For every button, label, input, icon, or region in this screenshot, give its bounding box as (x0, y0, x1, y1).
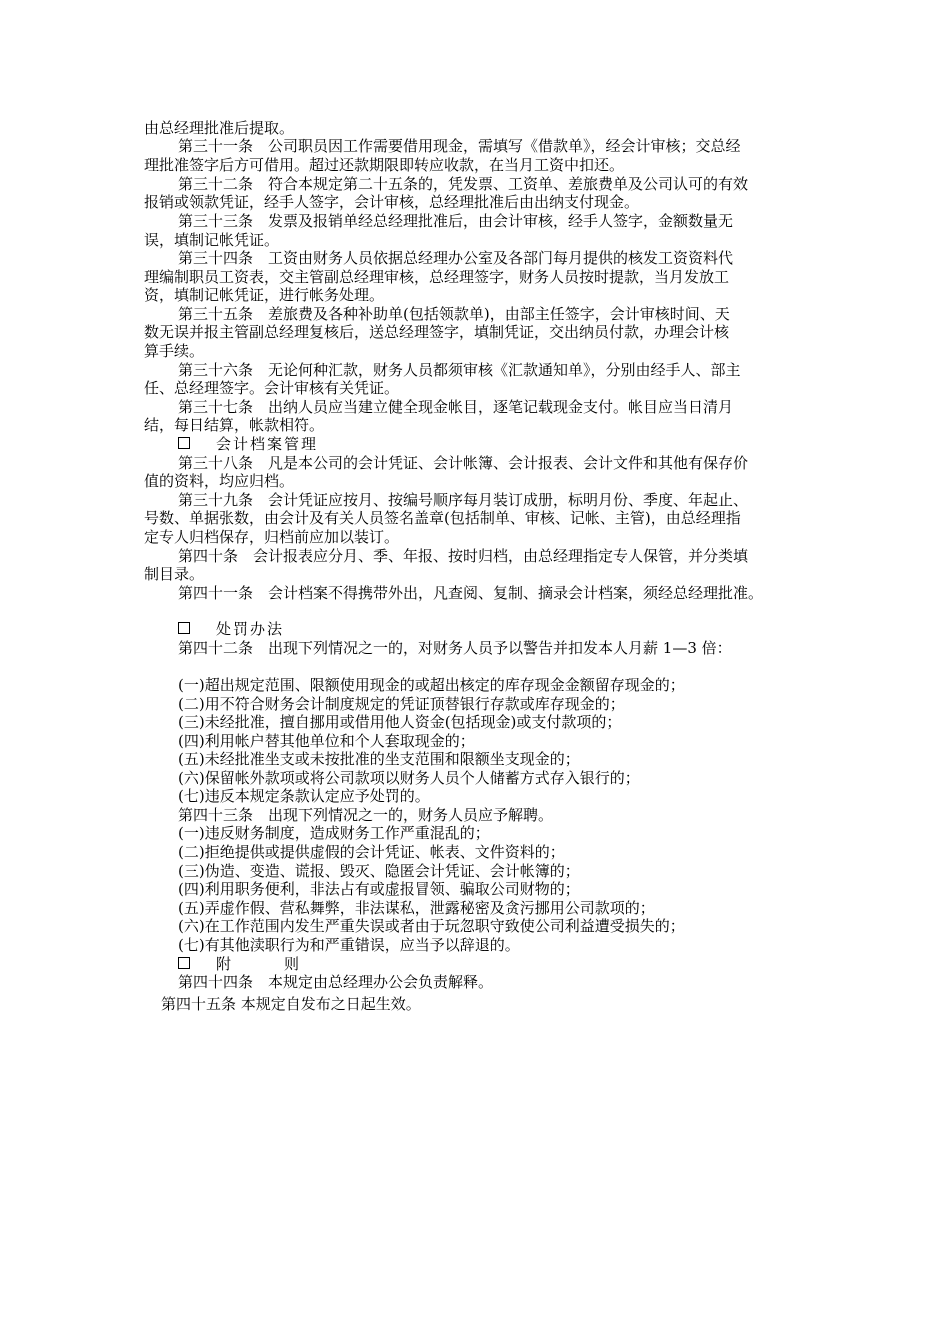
checkbox-square-icon (178, 622, 190, 634)
article-31: 第三十一条 公司职员因工作需要借用现金，需填写《借款单》，经会计审核；交总经 (178, 137, 741, 155)
checkbox-square-icon (178, 437, 190, 449)
article-37: 第三十七条 出纳人员应当建立健全现金帐目，逐笔记载现金支付。帐目应当日清月 (178, 398, 734, 416)
section-title: 处罚办法 (216, 620, 285, 638)
list-item: (七)违反本规定条款认定应予处罚的。 (178, 787, 430, 805)
article-38: 第三十八条 凡是本公司的会计凭证、会计帐簿、会计报表、会计文件和其他有保存价 (178, 454, 749, 472)
article-39: 第三十九条 会计凭证应按月、按编号顺序每月装订成册，标明月份、季度、年起止、 (178, 491, 749, 509)
list-item: (五)未经批准坐支或未按批准的坐支范围和限额坐支现金的； (178, 750, 580, 768)
text-line: 号数、单据张数，由会计及有关人员签名盖章(包括制单、审核、记帐、主管)，由总经理指 (144, 509, 741, 527)
section-title: 会计档案管理 (216, 435, 319, 453)
text-line: 算手续。 (144, 342, 205, 360)
text-line: 数无误并报主管副总经理复核后，送总经理签字，填制凭证，交出纳员付款，办理会计核 (144, 323, 730, 341)
article-36: 第三十六条 无论何种汇款，财务人员都须审核《汇款通知单》，分别由经手人、部主 (178, 361, 741, 379)
text-line: 值的资料，均应归档。 (144, 472, 295, 490)
article-40: 第四十条 会计报表应分月、季、年报、按时归档，由总经理指定专人保管，并分类填 (178, 547, 749, 565)
article-33: 第三十三条 发票及报销单经总经理批准后，由会计审核，经手人签字，金额数量无 (178, 212, 734, 230)
article-32: 第三十二条 符合本规定第二十五条的，凭发票、工资单、差旅费单及公司认可的有效 (178, 175, 749, 193)
article-42: 第四十二条 出现下列情况之一的，对财务人员予以警告并扣发本人月薪 1—3 倍： (178, 639, 732, 657)
list-item: (六)在工作范围内发生严重失误或者由于玩忽职守致使公司利益遭受损失的； (178, 917, 685, 935)
article-35: 第三十五条 差旅费及各种补助单(包括领款单)，由部主任签字，会计审核时间、天 (178, 305, 730, 323)
list-item: (四)利用帐户替其他单位和个人套取现金的； (178, 732, 475, 750)
text-line: 误，填制记帐凭证。 (144, 231, 280, 249)
list-item: (三)未经批准，擅自挪用或借用他人资金(包括现金)或支付款项的； (178, 713, 622, 731)
section-heading-archives (178, 435, 318, 453)
article-43: 第四十三条 出现下列情况之一的，财务人员应予解聘。 (178, 806, 554, 824)
list-item: (二)用不符合财务会计制度规定的凭证顶替银行存款或库存现金的； (178, 695, 625, 713)
list-item: (六)保留帐外款项或将公司款项以财务人员个人储蓄方式存入银行的； (178, 769, 640, 787)
text-line: 任、总经理签字。会计审核有关凭证。 (144, 379, 400, 397)
list-item: (一)违反财务制度，造成财务工作严重混乱的； (178, 824, 490, 842)
text-line: 资，填制记帐凭证，进行帐务处理。 (144, 286, 385, 304)
list-item: (四)利用职务便利，非法占有或虚报冒领、骗取公司财物的； (178, 880, 580, 898)
section-title: 附 则 (216, 955, 302, 973)
text-line: 理编制职员工资表，交主管副总经理审核，总经理签字，财务人员按时提款，当月发放工 (144, 268, 730, 286)
section-heading-penalties (178, 620, 284, 638)
article-41: 第四十一条 会计档案不得携带外出，凡查阅、复制、摘录会计档案，须经总经理批准。 (178, 584, 764, 602)
article-45: 第四十五条 本规定自发布之日起生效。 (161, 995, 421, 1013)
list-item: (二)拒绝提供或提供虚假的会计凭证、帐表、文件资料的； (178, 843, 565, 861)
list-item: (三)伪造、变造、谎报、毁灭、隐匿会计凭证、会计帐簿的； (178, 862, 580, 880)
list-item: (五)弄虚作假、营私舞弊，非法谋私，泄露秘密及贪污挪用公司款项的； (178, 899, 655, 917)
text-line: 报销或领款凭证，经手人签字，会计审核，总经理批准后由出纳支付现金。 (144, 193, 640, 211)
list-item: (一)超出规定范围、限额使用现金的或超出核定的库存现金金额留存现金的； (178, 676, 685, 694)
text-line: 制目录。 (144, 565, 205, 583)
text-line: 结，每日结算，帐款相符。 (144, 416, 325, 434)
text-line: 理批准签字后方可借用。超过还款期限即转应收款，在当月工资中扣还。 (144, 156, 625, 174)
text-line: 由总经理批准后提取。 (144, 119, 295, 137)
list-item: (七)有其他渎职行为和严重错误，应当予以辞退的。 (178, 936, 520, 954)
checkbox-square-icon (178, 957, 190, 969)
section-heading-appendix (178, 955, 301, 973)
article-44: 第四十四条 本规定由总经理办公会负责解释。 (178, 973, 494, 991)
text-line: 定专人归档保存，归档前应加以装订。 (144, 528, 400, 546)
article-34: 第三十四条 工资由财务人员依据总经理办公室及各部门每月提供的核发工资资料代 (178, 249, 734, 267)
